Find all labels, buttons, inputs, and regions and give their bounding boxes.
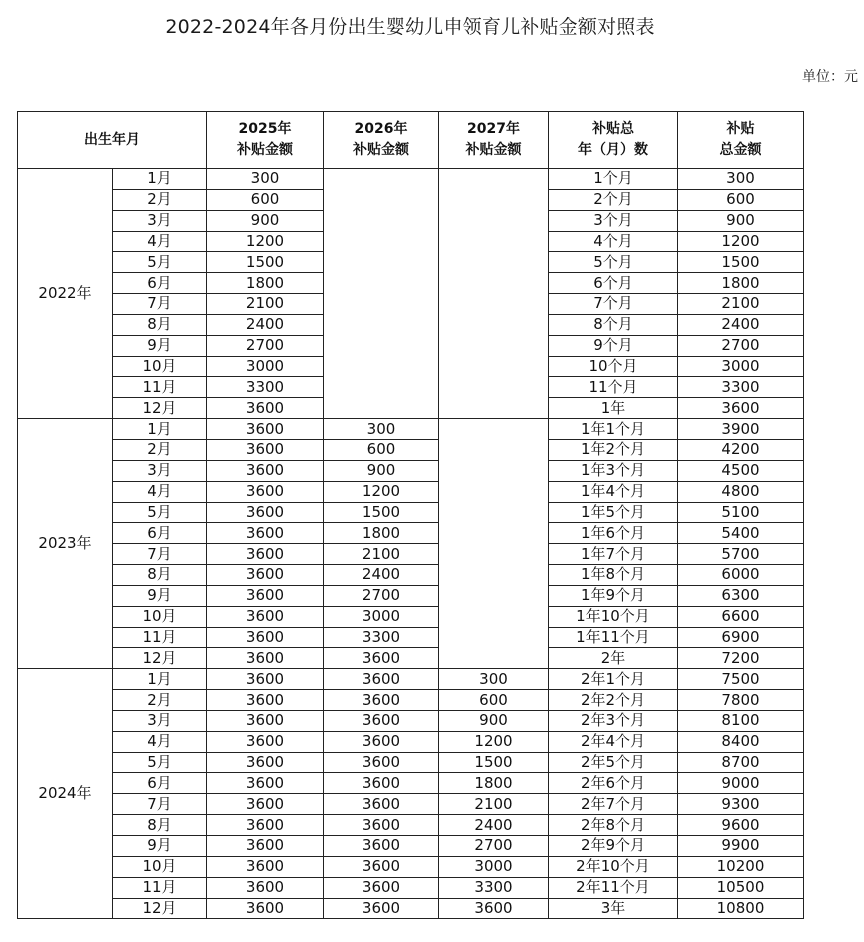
- amount-2027-cell: 3600: [439, 898, 549, 919]
- header-2027-line1: 2027年: [467, 121, 520, 137]
- header-total-line1: 补贴: [726, 121, 755, 137]
- duration-cell: 2年9个月: [549, 836, 678, 857]
- month-cell: 8月: [113, 815, 207, 836]
- amount-2027-cell: 1200: [439, 731, 549, 752]
- month-cell: 9月: [113, 335, 207, 356]
- amount-2025-cell: 3000: [207, 356, 324, 377]
- month-cell: 11月: [113, 877, 207, 898]
- table-row: [18, 731, 804, 752]
- month-cell: 4月: [113, 231, 207, 252]
- total-cell: 5700: [678, 544, 804, 565]
- total-cell: 4800: [678, 481, 804, 502]
- table-row: [18, 606, 804, 627]
- table-row: [18, 627, 804, 648]
- table-row: [18, 690, 804, 711]
- table-row: [18, 669, 804, 690]
- total-cell: 10500: [678, 877, 804, 898]
- amount-2025-cell: 3600: [207, 710, 324, 731]
- duration-cell: 3年: [549, 898, 678, 919]
- amount-2026-cell: 600: [324, 439, 439, 460]
- amount-2025-cell: 600: [207, 189, 324, 210]
- table-row: [18, 856, 804, 877]
- month-cell: 11月: [113, 377, 207, 398]
- total-cell: 2400: [678, 314, 804, 335]
- month-cell: 8月: [113, 565, 207, 586]
- amount-2027-cell: 3300: [439, 877, 549, 898]
- duration-cell: 2个月: [549, 189, 678, 210]
- amount-2025-cell: 1800: [207, 273, 324, 294]
- duration-cell: 5个月: [549, 252, 678, 273]
- amount-2026-cell: 3600: [324, 773, 439, 794]
- month-cell: 6月: [113, 523, 207, 544]
- duration-cell: 4个月: [549, 231, 678, 252]
- table-row: [18, 460, 804, 481]
- amount-2025-cell: 3600: [207, 815, 324, 836]
- table-row: [18, 565, 804, 586]
- duration-cell: 2年3个月: [549, 710, 678, 731]
- amount-2025-cell: 3600: [207, 481, 324, 502]
- month-cell: 7月: [113, 794, 207, 815]
- amount-2025-cell: 3600: [207, 565, 324, 586]
- amount-2025-cell: 3600: [207, 460, 324, 481]
- month-cell: 2月: [113, 690, 207, 711]
- amount-2026-cell: 1500: [324, 502, 439, 523]
- month-cell: 6月: [113, 273, 207, 294]
- duration-cell: 1年8个月: [549, 565, 678, 586]
- amount-2025-cell: 3600: [207, 627, 324, 648]
- month-cell: 1月: [113, 669, 207, 690]
- amount-2027-cell: 2400: [439, 815, 549, 836]
- duration-cell: 2年2个月: [549, 690, 678, 711]
- duration-cell: 1年: [549, 398, 678, 419]
- duration-cell: 2年5个月: [549, 752, 678, 773]
- total-cell: 7800: [678, 690, 804, 711]
- month-cell: 1月: [113, 419, 207, 440]
- table-row: [18, 752, 804, 773]
- amount-2025-cell: 1200: [207, 231, 324, 252]
- duration-cell: 2年: [549, 648, 678, 669]
- total-cell: 8700: [678, 752, 804, 773]
- total-cell: 9300: [678, 794, 804, 815]
- month-cell: 4月: [113, 731, 207, 752]
- table-body: [18, 169, 804, 919]
- year-cell: 2023年: [18, 419, 113, 669]
- amount-2025-cell: 3600: [207, 773, 324, 794]
- amount-2025-cell: 3600: [207, 752, 324, 773]
- table-row: [18, 877, 804, 898]
- header-duration-line2: 年（月）数: [578, 142, 648, 158]
- total-cell: 300: [678, 169, 804, 190]
- amount-2026-cell: 3600: [324, 690, 439, 711]
- duration-cell: 1个月: [549, 169, 678, 190]
- total-cell: 1200: [678, 231, 804, 252]
- total-cell: 6600: [678, 606, 804, 627]
- amount-2027-cell: 2700: [439, 836, 549, 857]
- table-header: [18, 112, 804, 169]
- month-cell: 3月: [113, 710, 207, 731]
- total-cell: 6900: [678, 627, 804, 648]
- empty-2027-cell: [439, 419, 549, 669]
- amount-2026-cell: 1200: [324, 481, 439, 502]
- duration-cell: 2年8个月: [549, 815, 678, 836]
- amount-2027-cell: 2100: [439, 794, 549, 815]
- header-duration: [549, 112, 678, 169]
- empty-2027-cell: [439, 169, 549, 419]
- month-cell: 4月: [113, 481, 207, 502]
- amount-2026-cell: 3600: [324, 877, 439, 898]
- header-2026-line2: 补贴金额: [353, 142, 409, 158]
- header-birth-month: 出生年月: [18, 112, 207, 169]
- month-cell: 6月: [113, 773, 207, 794]
- month-cell: 5月: [113, 252, 207, 273]
- amount-2027-cell: 3000: [439, 856, 549, 877]
- total-cell: 3000: [678, 356, 804, 377]
- amount-2027-cell: 1800: [439, 773, 549, 794]
- amount-2027-cell: 1500: [439, 752, 549, 773]
- header-2025-line2: 补贴金额: [237, 142, 293, 158]
- amount-2025-cell: 3600: [207, 794, 324, 815]
- amount-2025-cell: 3600: [207, 856, 324, 877]
- amount-2025-cell: 3600: [207, 544, 324, 565]
- duration-cell: 3个月: [549, 210, 678, 231]
- year-cell: 2022年: [18, 169, 113, 419]
- total-cell: 1500: [678, 252, 804, 273]
- header-2026-line1: 2026年: [354, 121, 408, 137]
- total-cell: 8100: [678, 710, 804, 731]
- table-row: [18, 710, 804, 731]
- total-cell: 10800: [678, 898, 804, 919]
- amount-2025-cell: 3600: [207, 439, 324, 460]
- month-cell: 3月: [113, 210, 207, 231]
- amount-2025-cell: 2700: [207, 335, 324, 356]
- duration-cell: 2年4个月: [549, 731, 678, 752]
- month-cell: 10月: [113, 856, 207, 877]
- table-row: [18, 481, 804, 502]
- total-cell: 6000: [678, 565, 804, 586]
- table-row: [18, 544, 804, 565]
- month-cell: 5月: [113, 752, 207, 773]
- duration-cell: 2年7个月: [549, 794, 678, 815]
- total-cell: 3600: [678, 398, 804, 419]
- amount-2025-cell: 3600: [207, 877, 324, 898]
- total-cell: 9600: [678, 815, 804, 836]
- total-cell: 5400: [678, 523, 804, 544]
- amount-2026-cell: 3600: [324, 669, 439, 690]
- table-row: [18, 585, 804, 606]
- duration-cell: 2年11个月: [549, 877, 678, 898]
- amount-2025-cell: 2400: [207, 314, 324, 335]
- amount-2026-cell: 3600: [324, 794, 439, 815]
- subsidy-table: [17, 111, 804, 919]
- table-row: [18, 815, 804, 836]
- total-cell: 7200: [678, 648, 804, 669]
- amount-2025-cell: 3600: [207, 419, 324, 440]
- duration-cell: 1年11个月: [549, 627, 678, 648]
- duration-cell: 1年5个月: [549, 502, 678, 523]
- amount-2026-cell: 3300: [324, 627, 439, 648]
- duration-cell: 10个月: [549, 356, 678, 377]
- amount-2026-cell: 1800: [324, 523, 439, 544]
- table-row: [18, 502, 804, 523]
- month-cell: 9月: [113, 585, 207, 606]
- amount-2026-cell: 3000: [324, 606, 439, 627]
- header-2025-line1: 2025年: [238, 121, 292, 137]
- month-cell: 10月: [113, 606, 207, 627]
- amount-2025-cell: 3600: [207, 502, 324, 523]
- duration-cell: 2年6个月: [549, 773, 678, 794]
- amount-2025-cell: 3600: [207, 731, 324, 752]
- month-cell: 12月: [113, 898, 207, 919]
- amount-2026-cell: 900: [324, 460, 439, 481]
- amount-2026-cell: 3600: [324, 856, 439, 877]
- table-row: [18, 836, 804, 857]
- amount-2025-cell: 3600: [207, 669, 324, 690]
- unit-label: 单位：元: [802, 69, 858, 85]
- table-row: [18, 523, 804, 544]
- duration-cell: 1年9个月: [549, 585, 678, 606]
- month-cell: 5月: [113, 502, 207, 523]
- amount-2025-cell: 300: [207, 169, 324, 190]
- amount-2025-cell: 2100: [207, 294, 324, 315]
- duration-cell: 9个月: [549, 335, 678, 356]
- total-cell: 8400: [678, 731, 804, 752]
- amount-2026-cell: 3600: [324, 731, 439, 752]
- month-cell: 7月: [113, 544, 207, 565]
- header-duration-line1: 补贴总: [592, 121, 634, 137]
- table-row: [18, 169, 804, 190]
- table-row: [18, 439, 804, 460]
- total-cell: 4500: [678, 460, 804, 481]
- amount-2025-cell: 3600: [207, 690, 324, 711]
- total-cell: 6300: [678, 585, 804, 606]
- month-cell: 7月: [113, 294, 207, 315]
- amount-2027-cell: 600: [439, 690, 549, 711]
- duration-cell: 8个月: [549, 314, 678, 335]
- header-total: [678, 112, 804, 169]
- table-row: [18, 898, 804, 919]
- header-2025-amount: [207, 112, 324, 169]
- total-cell: 600: [678, 189, 804, 210]
- duration-cell: 1年1个月: [549, 419, 678, 440]
- table-row: [18, 419, 804, 440]
- month-cell: 3月: [113, 460, 207, 481]
- month-cell: 11月: [113, 627, 207, 648]
- total-cell: 10200: [678, 856, 804, 877]
- table-row: [18, 773, 804, 794]
- total-cell: 2100: [678, 294, 804, 315]
- header-total-line2: 总金额: [719, 142, 762, 158]
- month-cell: 2月: [113, 189, 207, 210]
- total-cell: 9900: [678, 836, 804, 857]
- total-cell: 5100: [678, 502, 804, 523]
- amount-2026-cell: 3600: [324, 815, 439, 836]
- duration-cell: 1年10个月: [549, 606, 678, 627]
- amount-2026-cell: 3600: [324, 752, 439, 773]
- header-2027-line2: 补贴金额: [465, 142, 522, 158]
- duration-cell: 1年4个月: [549, 481, 678, 502]
- month-cell: 2月: [113, 439, 207, 460]
- amount-2026-cell: 3600: [324, 898, 439, 919]
- amount-2026-cell: 3600: [324, 648, 439, 669]
- total-cell: 7500: [678, 669, 804, 690]
- duration-cell: 2年10个月: [549, 856, 678, 877]
- empty-2026-cell: [324, 169, 439, 419]
- amount-2026-cell: 3600: [324, 710, 439, 731]
- total-cell: 900: [678, 210, 804, 231]
- amount-2026-cell: 300: [324, 419, 439, 440]
- month-cell: 8月: [113, 314, 207, 335]
- duration-cell: 1年3个月: [549, 460, 678, 481]
- page-title: 2022-2024年各月份出生婴幼儿申领育儿补贴金额对照表: [165, 16, 655, 38]
- amount-2025-cell: 3600: [207, 836, 324, 857]
- amount-2026-cell: 2400: [324, 565, 439, 586]
- duration-cell: 1年7个月: [549, 544, 678, 565]
- amount-2025-cell: 1500: [207, 252, 324, 273]
- amount-2026-cell: 2100: [324, 544, 439, 565]
- header-2026-amount: [324, 112, 439, 169]
- duration-cell: 1年2个月: [549, 439, 678, 460]
- total-cell: 4200: [678, 439, 804, 460]
- amount-2025-cell: 3600: [207, 648, 324, 669]
- total-cell: 3900: [678, 419, 804, 440]
- amount-2025-cell: 3600: [207, 523, 324, 544]
- amount-2025-cell: 3600: [207, 898, 324, 919]
- total-cell: 2700: [678, 335, 804, 356]
- amount-2027-cell: 900: [439, 710, 549, 731]
- duration-cell: 11个月: [549, 377, 678, 398]
- duration-cell: 6个月: [549, 273, 678, 294]
- table-row: [18, 648, 804, 669]
- amount-2025-cell: 3300: [207, 377, 324, 398]
- table-row: [18, 794, 804, 815]
- amount-2027-cell: 300: [439, 669, 549, 690]
- duration-cell: 2年1个月: [549, 669, 678, 690]
- amount-2025-cell: 3600: [207, 585, 324, 606]
- duration-cell: 7个月: [549, 294, 678, 315]
- total-cell: 9000: [678, 773, 804, 794]
- header-2027-amount: [439, 112, 549, 169]
- month-cell: 12月: [113, 398, 207, 419]
- amount-2025-cell: 3600: [207, 606, 324, 627]
- amount-2025-cell: 3600: [207, 398, 324, 419]
- total-cell: 3300: [678, 377, 804, 398]
- month-cell: 1月: [113, 169, 207, 190]
- total-cell: 1800: [678, 273, 804, 294]
- amount-2026-cell: 2700: [324, 585, 439, 606]
- month-cell: 10月: [113, 356, 207, 377]
- year-cell: 2024年: [18, 669, 113, 919]
- month-cell: 12月: [113, 648, 207, 669]
- duration-cell: 1年6个月: [549, 523, 678, 544]
- amount-2025-cell: 900: [207, 210, 324, 231]
- amount-2026-cell: 3600: [324, 836, 439, 857]
- month-cell: 9月: [113, 836, 207, 857]
